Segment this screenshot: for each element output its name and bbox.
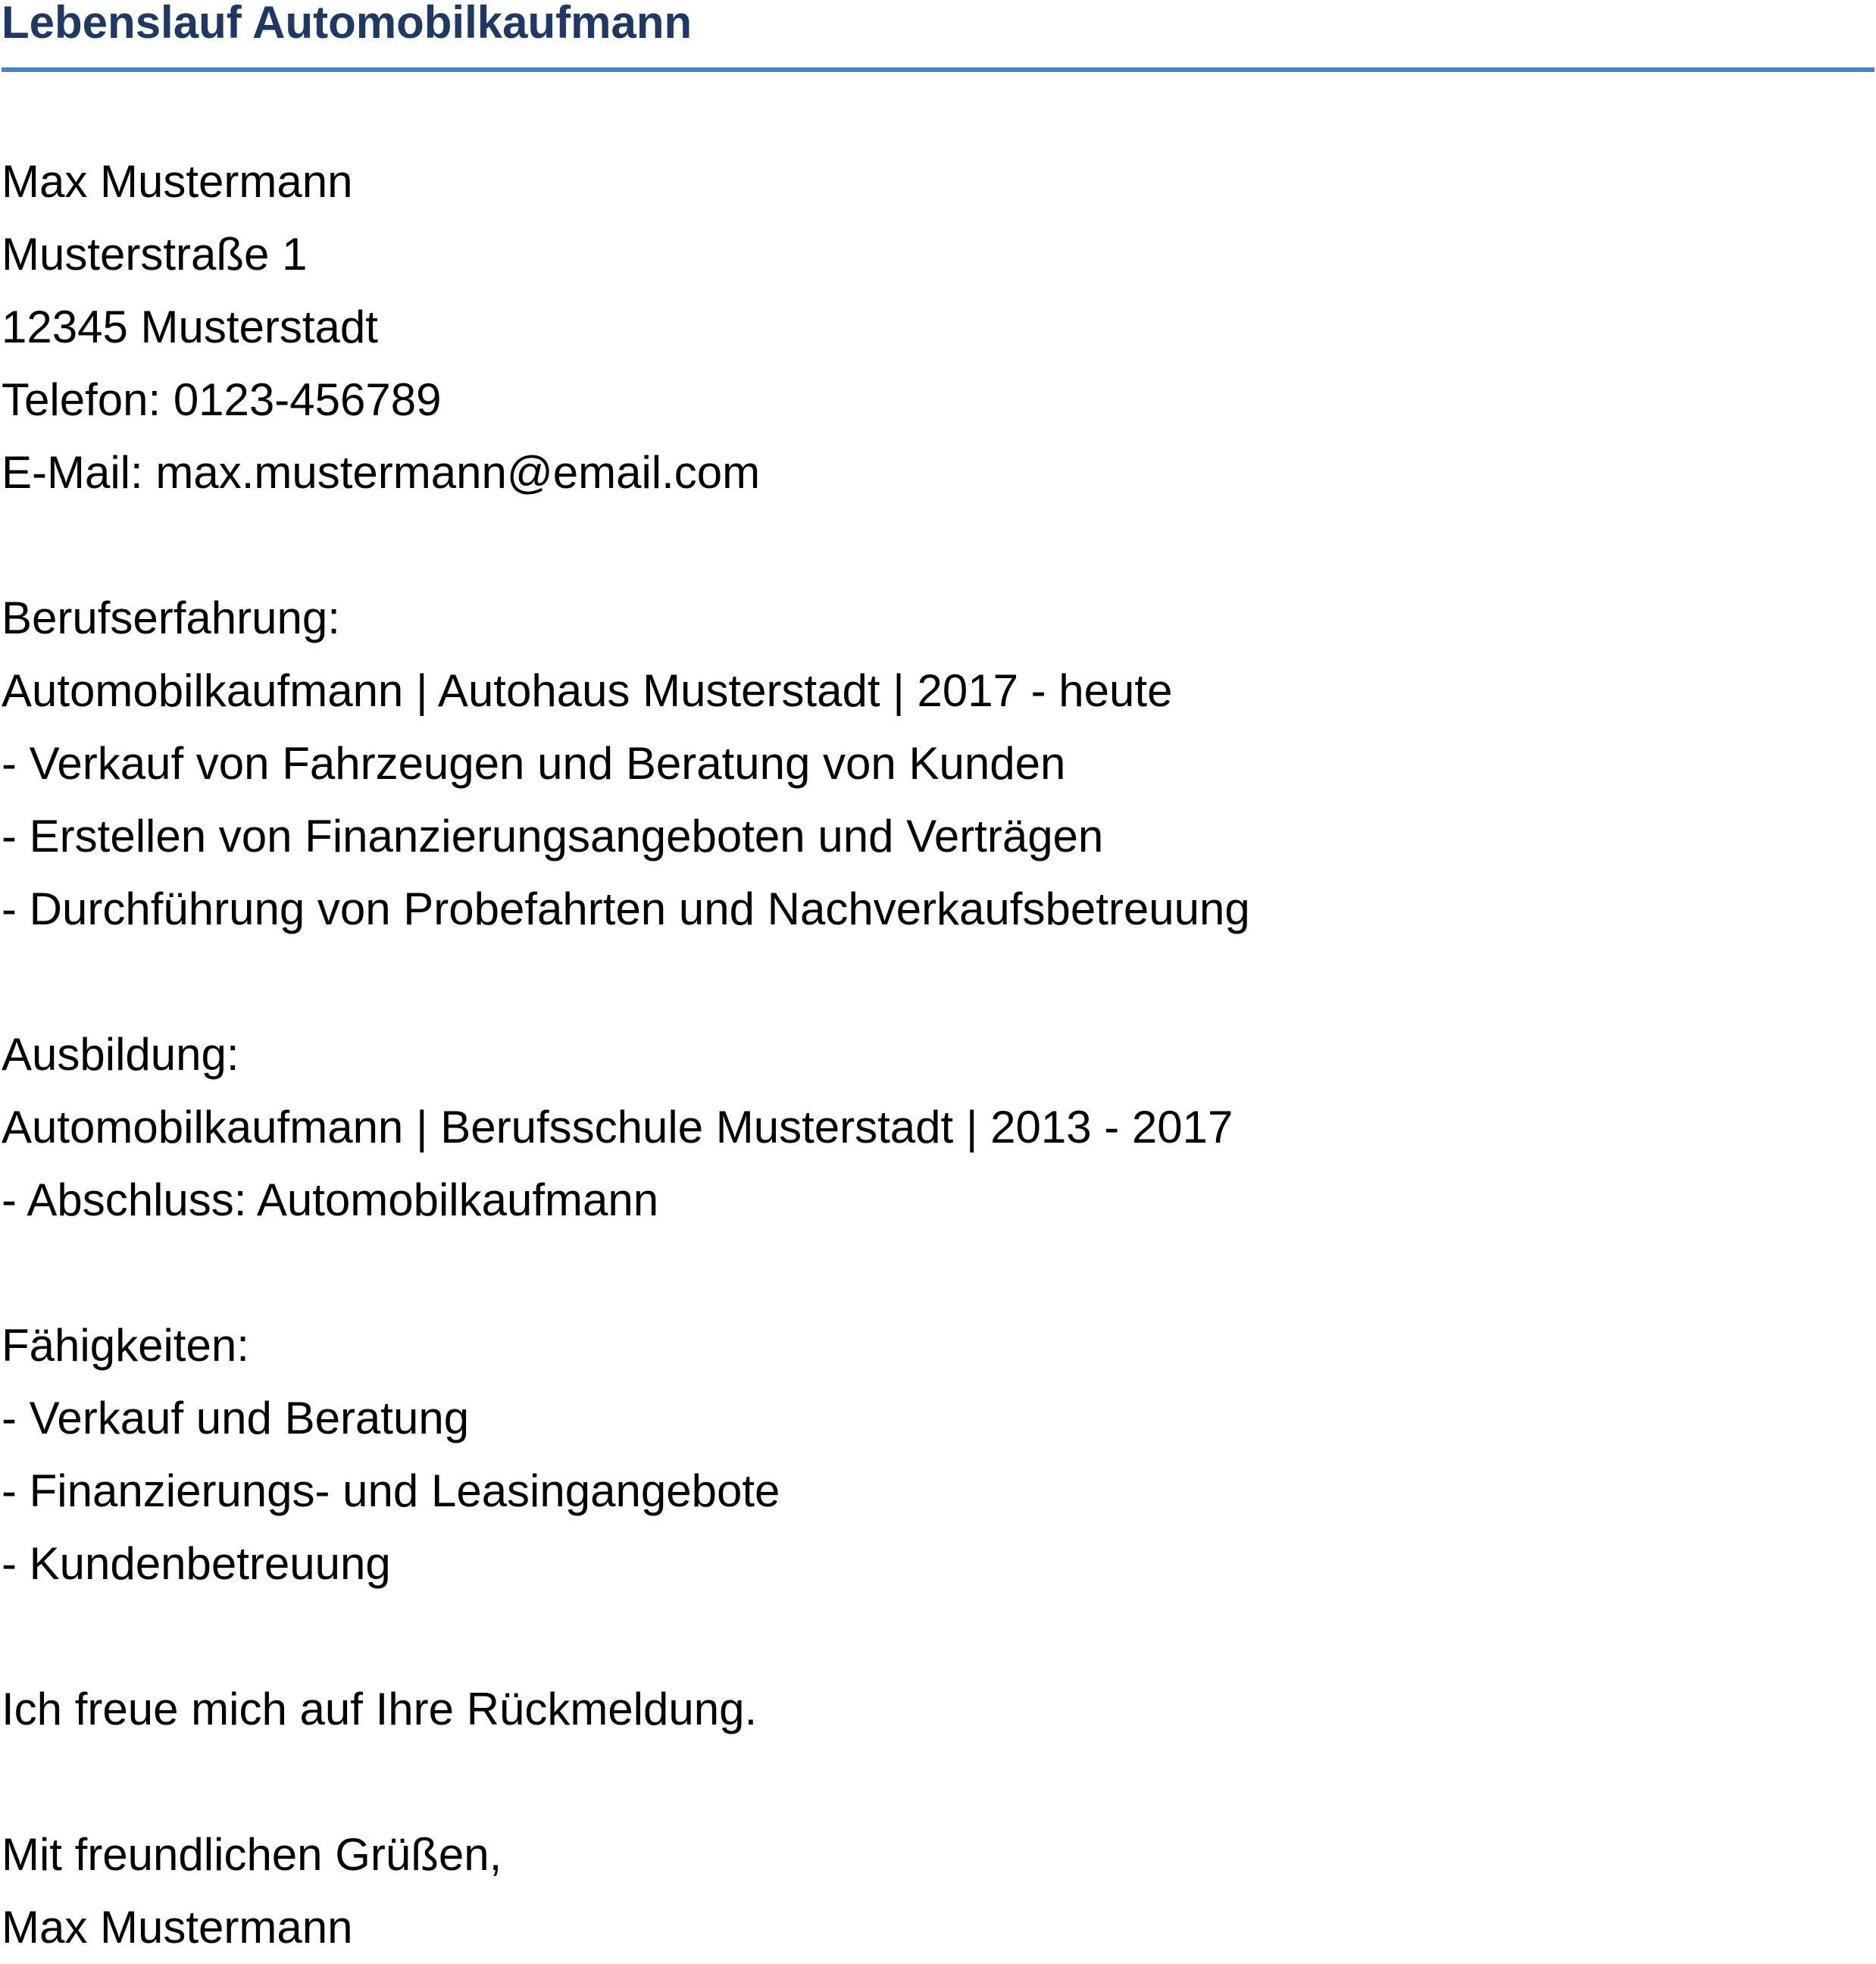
closing-salutation: Mit freundlichen Grüßen,: [2, 1829, 502, 1880]
skills-item: - Verkauf und Beratung: [2, 1393, 470, 1443]
closing-section: [2, 1673, 1874, 1964]
document-body: [2, 145, 1874, 1964]
closing-message: Ich freue mich auf Ihre Rückmeldung.: [2, 1684, 758, 1734]
document: [2, 0, 1874, 1953]
experience-section: [2, 582, 1874, 946]
spacer: [2, 1600, 1874, 1673]
contact-phone: Telefon: 0123-456789: [2, 374, 442, 425]
spacer: [2, 946, 1874, 1018]
education-section: [2, 1018, 1874, 1237]
experience-position: Automobilkaufmann | Autohaus Musterstadt | 2017 - heute: [2, 665, 1173, 716]
contact-street: Musterstraße 1: [2, 229, 308, 280]
experience-item: - Durchführung von Probefahrten und Nachverkaufsbetreuung: [2, 883, 1250, 934]
experience-heading: Berufserfahrung:: [2, 593, 340, 643]
contact-block: [2, 145, 1874, 509]
title-underline: [2, 67, 1874, 72]
skills-section: [2, 1309, 1874, 1600]
contact-email: E-Mail: max.mustermann@email.com: [2, 447, 761, 498]
skills-item: - Finanzierungs- und Leasingangebote: [2, 1465, 780, 1516]
experience-item: - Verkauf von Fahrzeugen und Beratung von Kunden: [2, 738, 1066, 789]
spacer: [2, 1746, 1874, 1819]
skills-item: - Kundenbetreuung: [2, 1538, 391, 1589]
contact-name: Max Mustermann: [2, 156, 353, 207]
education-heading: Ausbildung:: [2, 1029, 239, 1080]
closing-signature: Max Mustermann: [2, 1902, 353, 1953]
education-position: Automobilkaufmann | Berufsschule Musterstadt | 2013 - 2017: [2, 1102, 1233, 1152]
contact-city: 12345 Musterstadt: [2, 302, 378, 352]
spacer: [2, 509, 1874, 582]
education-item: - Abschluss: Automobilkaufmann: [2, 1174, 659, 1225]
document-title: Lebenslauf Automobilkaufmann: [2, 0, 693, 48]
experience-item: - Erstellen von Finanzierungsangeboten und Verträgen: [2, 811, 1104, 862]
skills-heading: Fähigkeiten:: [2, 1320, 249, 1371]
spacer: [2, 1237, 1874, 1309]
